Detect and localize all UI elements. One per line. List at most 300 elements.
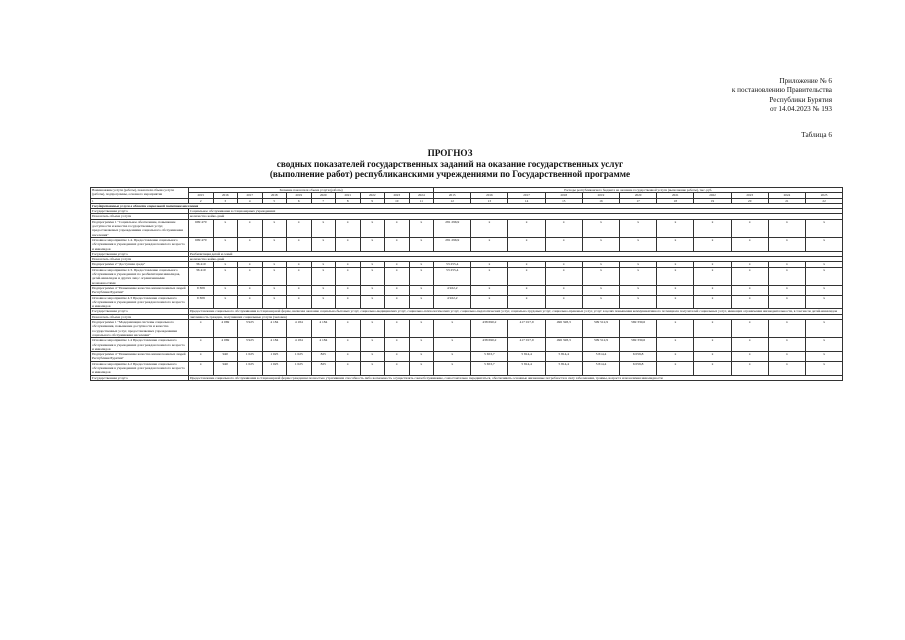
value-cell: х — [471, 285, 508, 295]
value-cell: х — [213, 285, 238, 295]
column-number-cell: 6 — [287, 198, 312, 203]
value-cell: х — [409, 361, 434, 375]
document-title — [150, 148, 750, 180]
year-cell: 2016 — [213, 193, 238, 198]
value-cell: х — [434, 352, 471, 362]
year-cell: 2024 — [409, 193, 434, 198]
value-cell: х — [336, 320, 361, 338]
value-cell: 5 814,4 — [508, 352, 545, 362]
value-cell: 5 814,4 — [508, 361, 545, 375]
table-row — [91, 219, 843, 237]
value-cell: х — [409, 338, 434, 352]
value-cell: х — [213, 219, 238, 237]
year-cell: 2016 — [471, 193, 508, 198]
value-cell: х — [657, 262, 694, 267]
value-cell: х — [385, 361, 410, 375]
table-row — [91, 267, 843, 285]
row-label-cell: Показатель объема услуги — [91, 314, 189, 319]
year-cell: 2022 — [694, 193, 731, 198]
row-span-cell: количество койко-дней — [189, 257, 843, 262]
year-cell: 2017 — [238, 193, 263, 198]
year-cell: 2025 — [805, 193, 842, 198]
value-cell: 4 184 — [262, 320, 287, 338]
value-cell: х — [471, 237, 508, 251]
value-cell: х — [582, 285, 619, 295]
row-span-cell: Предоставление социального обслуживания в стационарной форме гражданам полностью утратившим способность либо возможность осуществлять самообслуживание, самостоятельно передвигаться, обеспечивать основные жизненные потребности в силу заболевания, травмы, возраста или наличия инвалидности — [189, 375, 843, 380]
value-cell: 4 184 — [262, 338, 287, 352]
row-span-cell: Реабилитация детей и семей — [189, 251, 843, 256]
value-cell: 509 512,9 — [582, 320, 619, 338]
value-cell: 496 328,3 — [545, 320, 582, 338]
value-cell: х — [287, 219, 312, 237]
value-cell: х — [385, 267, 410, 285]
value-cell: х — [360, 352, 385, 362]
column-number-cell: 16 — [582, 198, 619, 203]
value-cell: х — [508, 285, 545, 295]
value-cell: х — [731, 352, 768, 362]
value-cell: х — [409, 295, 434, 309]
value-cell: х — [238, 295, 263, 309]
value-cell: х — [694, 338, 731, 352]
value-cell: х — [508, 262, 545, 267]
appendix-line: к постановлению Правительства — [731, 86, 832, 95]
value-cell: х — [731, 285, 768, 295]
value-cell: х — [213, 262, 238, 267]
column-number-cell: 1 — [91, 198, 189, 203]
column-number-cell: 7 — [311, 198, 336, 203]
value-cell: 5 653,7 — [471, 352, 508, 362]
value-cell: х — [189, 352, 214, 362]
value-cell: х — [768, 295, 805, 309]
value-cell: х — [360, 285, 385, 295]
appendix-line: Приложение № 6 — [779, 77, 832, 85]
row-label-cell: Основное мероприятие 2.3. Предоставление социального обслуживания в учреждениях по реабилитации инвалидов, детей-инвалидов и других лиц с ограниченными возможностями — [91, 267, 189, 285]
value-cell: 4 184 — [311, 320, 336, 338]
column-number-cell: 3 — [213, 198, 238, 203]
value-cell: 4 184 — [287, 338, 312, 352]
appendix-line: Республики Бурятия — [769, 95, 832, 104]
value-cell: х — [409, 352, 434, 362]
value-cell: х — [694, 237, 731, 251]
value-cell: х — [336, 267, 361, 285]
value-cell: х — [657, 285, 694, 295]
value-cell: 36 410 — [189, 267, 214, 285]
value-cell: х — [694, 219, 731, 237]
value-cell: х — [694, 295, 731, 309]
value-cell: 5 814,4 — [582, 361, 619, 375]
appendix-line: от 14.04.2023 № 193 — [769, 105, 832, 114]
value-cell: х — [657, 352, 694, 362]
value-cell: х — [360, 267, 385, 285]
value-cell: х — [287, 285, 312, 295]
column-number-cell: 14 — [508, 198, 545, 203]
value-cell: 569 330,6 — [620, 338, 657, 352]
value-cell: 940 — [213, 361, 238, 375]
value-cell: х — [805, 320, 842, 338]
year-cell: 2019 — [582, 193, 619, 198]
value-cell: х — [582, 219, 619, 237]
year-cell: 2020 — [311, 193, 336, 198]
value-cell: 1 025 — [287, 361, 312, 375]
column-number-cell: 18 — [657, 198, 694, 203]
row-span-cell: Социальное обслуживание в стационарных учреждениях — [189, 209, 843, 214]
header-cell: Значение показателя объема услуги (работы) — [189, 188, 434, 193]
value-cell: х — [262, 267, 287, 285]
value-cell: х — [238, 285, 263, 295]
value-cell: х — [657, 219, 694, 237]
value-cell: х — [189, 361, 214, 375]
value-cell: х — [287, 262, 312, 267]
value-cell: х — [582, 295, 619, 309]
value-cell: х — [385, 219, 410, 237]
row-label-cell: Государственная услуга — [91, 309, 189, 314]
value-cell: х — [545, 267, 582, 285]
table-row — [91, 375, 843, 380]
row-label-cell: Основное мероприятие 1.4. Предоставление социального обслуживания в учреждениях для граждан пожилого возраста и инвалидов — [91, 237, 189, 251]
year-cell: 2021 — [657, 193, 694, 198]
value-cell: х — [213, 267, 238, 285]
value-cell: х — [311, 267, 336, 285]
value-cell: х — [471, 267, 508, 285]
value-cell: 4 069 — [213, 338, 238, 352]
year-cell: 2015 — [189, 193, 214, 198]
value-cell: х — [238, 267, 263, 285]
column-number-cell: 5 — [262, 198, 287, 203]
value-cell: х — [620, 219, 657, 237]
value-cell: 699 470 — [189, 237, 214, 251]
row-label-cell: Подпрограмма 1 "Модернизация системы социального обслуживания, повышение доступности и качества государственных услуг, предоставляемых учреждениями социального обслуживания населения" — [91, 320, 189, 338]
year-cell: 2015 — [434, 193, 471, 198]
forecast-table — [90, 187, 843, 381]
row-label-cell: Государственная услуга — [91, 251, 189, 256]
value-cell: х — [336, 237, 361, 251]
value-cell: х — [409, 267, 434, 285]
value-cell: х — [768, 361, 805, 375]
year-cell: 2018 — [262, 193, 287, 198]
value-cell: х — [360, 262, 385, 267]
value-cell: х — [262, 285, 287, 295]
value-cell: х — [582, 237, 619, 251]
value-cell: х — [731, 295, 768, 309]
value-cell: 1 025 — [287, 352, 312, 362]
value-cell: х — [385, 262, 410, 267]
value-cell: х — [768, 267, 805, 285]
column-number-cell: 22 — [805, 198, 842, 203]
value-cell: 825 — [311, 352, 336, 362]
year-cell: 2022 — [360, 193, 385, 198]
value-cell: х — [311, 285, 336, 295]
value-cell: х — [471, 295, 508, 309]
value-cell: х — [694, 262, 731, 267]
value-cell: х — [434, 361, 471, 375]
value-cell: 281 296,9 — [434, 237, 471, 251]
value-cell: 6 059,8 — [620, 352, 657, 362]
value-cell: х — [262, 219, 287, 237]
header-cell: Расходы республиканского бюджета на оказание государственной услуги (выполнение работы), тыс. руб. — [434, 188, 843, 193]
value-cell: х — [385, 352, 410, 362]
value-cell: 438 690,2 — [471, 320, 508, 338]
value-cell: х — [213, 295, 238, 309]
value-cell: х — [731, 320, 768, 338]
value-cell: х — [409, 285, 434, 295]
value-cell: х — [360, 295, 385, 309]
value-cell: х — [336, 361, 361, 375]
value-cell: 1 025 — [238, 352, 263, 362]
value-cell: х — [385, 285, 410, 295]
value-cell: х — [262, 295, 287, 309]
value-cell: х — [360, 361, 385, 375]
value-cell: х — [336, 219, 361, 237]
value-cell: х — [694, 361, 731, 375]
value-cell: х — [731, 262, 768, 267]
value-cell: 699 470 — [189, 219, 214, 237]
value-cell: х — [582, 267, 619, 285]
value-cell: 5 814,4 — [545, 361, 582, 375]
value-cell: 281 296,9 — [434, 219, 471, 237]
value-cell: 940 — [213, 352, 238, 362]
value-cell: х — [805, 352, 842, 362]
value-cell: х — [731, 361, 768, 375]
row-label-cell: Подпрограмма 4 "Повышение качества жизни пожилых людей Республики Бурятия" — [91, 352, 189, 362]
value-cell: х — [768, 285, 805, 295]
value-cell: х — [311, 237, 336, 251]
value-cell: 4 922,2 — [434, 295, 471, 309]
value-cell: х — [336, 338, 361, 352]
value-cell: 569 330,6 — [620, 320, 657, 338]
value-cell: х — [768, 352, 805, 362]
value-cell: х — [238, 237, 263, 251]
value-cell: х — [262, 237, 287, 251]
year-cell: 2023 — [731, 193, 768, 198]
value-cell: х — [385, 237, 410, 251]
value-cell: 36 410 — [189, 262, 214, 267]
value-cell: х — [385, 338, 410, 352]
title-line: (выполнение работ) республиканскими учреждениями по Государственной программе — [269, 169, 631, 179]
value-cell: х — [360, 219, 385, 237]
table-row — [91, 361, 843, 375]
value-cell: х — [360, 320, 385, 338]
column-number-cell: 9 — [360, 198, 385, 203]
title-line: ПРОГНОЗ — [427, 148, 473, 158]
value-cell: х — [657, 237, 694, 251]
value-cell: х — [434, 320, 471, 338]
value-cell: 9 309 — [189, 285, 214, 295]
year-cell: 2020 — [620, 193, 657, 198]
column-number-cell: 13 — [471, 198, 508, 203]
value-cell: 3 925 — [238, 320, 263, 338]
value-cell: х — [731, 237, 768, 251]
year-cell: 2019 — [287, 193, 312, 198]
value-cell: х — [545, 285, 582, 295]
section-cell: Государственные услуги в области социальной политики населения — [91, 203, 843, 208]
row-span-cell: Предоставление социального обслуживания в стационарной форме, включая оказание социально-бытовых услуг, социально-медицинских услуг, социально-психологических услуг, социально-педагогических услуг, социально-трудовых услуг, социально-правовых услуг, услуг в целях повышения коммуникативного потенциала получателей социальных услуг, имеющих ограничения жизнедеятельности, в том числе детей-инвалидов — [189, 309, 843, 314]
value-cell: х — [731, 338, 768, 352]
value-cell: 417 017,9 — [508, 320, 545, 338]
value-cell: х — [409, 320, 434, 338]
value-cell: 825 — [311, 361, 336, 375]
value-cell: 5 814,4 — [545, 352, 582, 362]
header-cell: Наименование услуги (работы), показателя объема услуги (работы), подпрограммы, основного мероприятия — [91, 188, 189, 199]
row-label-cell: Подпрограмма 2 "Доступная среда" — [91, 262, 189, 267]
column-number-cell: 4 — [238, 198, 263, 203]
row-label-cell: Подпрограмма 1 "Социальное обеспечение, повышение доступности и качества государственных услуг, предоставляемых учреждениями социального обслуживания населения" — [91, 219, 189, 237]
value-cell: 438 690,2 — [471, 338, 508, 352]
value-cell: х — [336, 262, 361, 267]
value-cell: х — [768, 237, 805, 251]
value-cell: х — [768, 320, 805, 338]
value-cell: 6 059,8 — [620, 361, 657, 375]
column-number-cell: 11 — [409, 198, 434, 203]
value-cell: х — [657, 338, 694, 352]
value-cell: х — [805, 267, 842, 285]
value-cell: х — [768, 262, 805, 267]
value-cell: х — [508, 237, 545, 251]
year-cell: 2024 — [768, 193, 805, 198]
value-cell: х — [545, 237, 582, 251]
table-row — [91, 237, 843, 251]
value-cell: х — [434, 338, 471, 352]
value-cell: х — [545, 262, 582, 267]
value-cell: 4 922,2 — [434, 285, 471, 295]
row-label-cell: Основное мероприятие 4.3 Предоставление социального обслуживания в учреждениях для граждан пожилого возраста и инвалидов — [91, 295, 189, 309]
value-cell: х — [805, 262, 842, 267]
value-cell: х — [620, 285, 657, 295]
value-cell: х — [508, 219, 545, 237]
column-number-cell: 2 — [189, 198, 214, 203]
value-cell: 1 025 — [238, 361, 263, 375]
year-cell: 2017 — [508, 193, 545, 198]
table-row — [91, 352, 843, 362]
value-cell: х — [336, 285, 361, 295]
value-cell: 5 814,4 — [582, 352, 619, 362]
table-row — [91, 320, 843, 338]
year-cell: 2021 — [336, 193, 361, 198]
value-cell: х — [620, 237, 657, 251]
forecast-table-wrap — [90, 187, 838, 381]
value-cell: х — [311, 219, 336, 237]
value-cell: 1 025 — [262, 361, 287, 375]
title-line: сводных показателей государственных заданий на оказание государственных услуг — [276, 158, 624, 169]
column-number-cell: 8 — [336, 198, 361, 203]
value-cell: х — [545, 219, 582, 237]
column-number-cell: 15 — [545, 198, 582, 203]
table-label: Таблица 6 — [801, 131, 832, 139]
value-cell: х — [360, 338, 385, 352]
value-cell: х — [657, 267, 694, 285]
value-cell: х — [805, 338, 842, 352]
value-cell: 496 328,3 — [545, 338, 582, 352]
value-cell: 3 925 — [238, 338, 263, 352]
year-cell: 2018 — [545, 193, 582, 198]
column-number-cell: 12 — [434, 198, 471, 203]
value-cell: 509 512,9 — [582, 338, 619, 352]
value-cell: х — [545, 295, 582, 309]
value-cell: х — [336, 352, 361, 362]
value-cell: х — [805, 219, 842, 237]
value-cell: х — [657, 320, 694, 338]
value-cell: х — [311, 295, 336, 309]
value-cell: х — [694, 285, 731, 295]
value-cell: 9 309 — [189, 295, 214, 309]
value-cell: х — [805, 237, 842, 251]
table-row — [91, 295, 843, 309]
value-cell: х — [620, 262, 657, 267]
value-cell: 417 017,9 — [508, 338, 545, 352]
appendix-block — [600, 77, 832, 115]
value-cell: х — [768, 338, 805, 352]
value-cell: 53 255,4 — [434, 262, 471, 267]
value-cell: х — [385, 295, 410, 309]
value-cell: х — [768, 219, 805, 237]
row-label-cell: Показатель объема услуги — [91, 257, 189, 262]
value-cell: х — [409, 262, 434, 267]
value-cell: х — [311, 262, 336, 267]
value-cell: х — [508, 295, 545, 309]
value-cell: х — [620, 267, 657, 285]
value-cell: 4 184 — [287, 320, 312, 338]
value-cell: х — [385, 320, 410, 338]
value-cell: х — [287, 237, 312, 251]
row-label-cell: Государственная услуга — [91, 375, 189, 380]
value-cell: х — [620, 295, 657, 309]
table-row — [91, 309, 843, 314]
value-cell: х — [189, 338, 214, 352]
value-cell: х — [471, 219, 508, 237]
value-cell: х — [287, 295, 312, 309]
row-label-cell: Показатель объема услуги — [91, 214, 189, 219]
value-cell: х — [189, 320, 214, 338]
value-cell: х — [409, 237, 434, 251]
value-cell: х — [731, 219, 768, 237]
value-cell: 4 069 — [213, 320, 238, 338]
row-label-cell: Подпрограмма 4 "Повышение качества жизни пожилых людей Республики Бурятия" — [91, 285, 189, 295]
column-number-cell: 20 — [731, 198, 768, 203]
table-row — [91, 285, 843, 295]
value-cell: х — [360, 237, 385, 251]
value-cell: х — [409, 219, 434, 237]
column-number-cell: 19 — [694, 198, 731, 203]
value-cell: х — [731, 267, 768, 285]
value-cell: х — [657, 295, 694, 309]
value-cell: х — [694, 267, 731, 285]
value-cell: х — [238, 262, 263, 267]
value-cell: х — [694, 352, 731, 362]
value-cell: х — [262, 262, 287, 267]
column-number-cell: 10 — [385, 198, 410, 203]
value-cell: х — [336, 295, 361, 309]
row-span-cell: количество койко-дней — [189, 214, 843, 219]
value-cell: х — [287, 267, 312, 285]
year-cell: 2023 — [385, 193, 410, 198]
value-cell: 5 653,7 — [471, 361, 508, 375]
value-cell: х — [238, 219, 263, 237]
table-row — [91, 338, 843, 352]
value-cell: 1 025 — [262, 352, 287, 362]
row-label-cell: Основное мероприятие 1.4 Предоставление социального обслуживания в учреждениях для граждан пожилого возраста и инвалидов — [91, 338, 189, 352]
value-cell: 4 184 — [311, 338, 336, 352]
value-cell: 53 255,4 — [434, 267, 471, 285]
column-number-cell: 17 — [620, 198, 657, 203]
value-cell: х — [805, 361, 842, 375]
value-cell: х — [657, 361, 694, 375]
value-cell: х — [805, 285, 842, 295]
value-cell: х — [582, 262, 619, 267]
value-cell: х — [213, 237, 238, 251]
row-span-cell: численность граждан, получивших социальные услуги (человек) — [189, 314, 843, 319]
value-cell: х — [694, 320, 731, 338]
value-cell: х — [508, 267, 545, 285]
row-label-cell: Основное мероприятие 4.2 Предоставление социального обслуживания в учреждениях для граждан пожилого возраста и инвалидов — [91, 361, 189, 375]
